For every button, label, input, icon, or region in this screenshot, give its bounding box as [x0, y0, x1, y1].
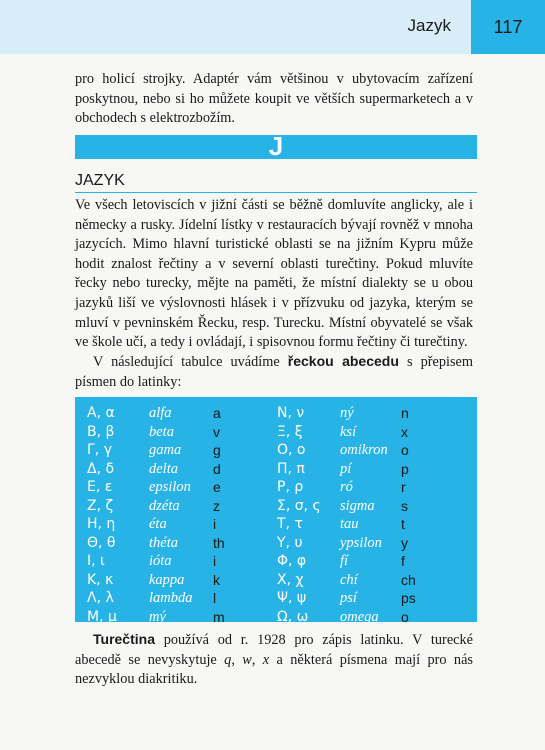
greek-letter-name: epsilon: [149, 479, 191, 495]
turkish-separator: ,: [251, 651, 263, 668]
greek-letter-name: éta: [149, 516, 167, 532]
greek-transliteration: f: [401, 553, 405, 569]
greek-letter: Φ, φ: [277, 553, 307, 569]
greek-transliteration: e: [213, 479, 221, 495]
greek-transliteration: l: [213, 590, 217, 606]
section-letter: J: [268, 131, 284, 161]
greek-letter: Ε, ε: [87, 479, 113, 495]
greek-letter: Ι, ι: [87, 553, 105, 569]
greek-letter: Υ, υ: [277, 534, 303, 551]
turkish-text-end: a některá písmena mají pro nás nezvyklou diakritiku.: [75, 651, 473, 688]
greek-letter: Ρ, ρ: [277, 479, 304, 495]
greek-letter-name: delta: [149, 460, 178, 477]
greek-letter-name: mý: [149, 608, 166, 625]
letter-q: q: [224, 651, 232, 668]
turkish-bold: Turečtina: [93, 631, 155, 647]
greek-letter-name: psí: [340, 590, 357, 606]
greek-transliteration: ch: [401, 571, 416, 588]
greek-letter-name: ióta: [149, 553, 172, 569]
greek-letter-name: dzéta: [149, 497, 180, 514]
greek-letter: Μ, μ: [87, 608, 117, 625]
greek-transliteration: ps: [401, 590, 416, 606]
greek-transliteration: p: [401, 460, 409, 477]
greek-letter: Τ, τ: [277, 516, 303, 532]
greek-letter: Κ, κ: [87, 571, 114, 588]
greek-transliteration: s: [401, 497, 408, 514]
greek-letter-name: alfa: [149, 405, 172, 421]
greek-letter-name: chí: [340, 571, 358, 588]
greek-transliteration: z: [213, 497, 220, 514]
greek-letter: Σ, σ, ς: [277, 497, 321, 514]
greek-transliteration: r: [401, 479, 406, 495]
greek-letter: Α, α: [87, 405, 115, 421]
greek-letter: Η, η: [87, 516, 116, 532]
greek-letter: Δ, δ: [87, 460, 115, 477]
greek-letter: Ω, ω: [277, 608, 309, 625]
greek-alphabet-table: [75, 397, 477, 625]
section-title: JAZYK: [75, 172, 477, 193]
greek-transliteration: o: [401, 442, 409, 458]
greek-transliteration: i: [213, 553, 217, 569]
greek-transliteration: g: [213, 442, 221, 458]
greek-letter: Ζ, ζ: [87, 497, 114, 514]
greek-letter-name: omega: [340, 608, 379, 625]
greek-letter: Θ, θ: [87, 534, 116, 551]
greek-letter-name: tau: [340, 516, 359, 532]
greek-letter-name: kappa: [149, 571, 185, 588]
greek-letter-name: ypsilon: [340, 534, 382, 551]
intro-paragraph: pro holicí strojky. Adaptér vám většinou v ubytovacím zařízení poskytnou, nebo si ho můžete koupit ve větších supermarketech a v obchodech s elektrozbožím.: [75, 71, 473, 127]
body-paragraph: Ve všech letoviscích v jižní části se běžně domluvíte anglicky, ale i německy a rusky. Jídelní lístky v restauracích bývají rovněž v mnoha jazycích. Mimo hlavní turistické oblasti se na jižním Kypru může hodit znalost řečtiny a v severní oblasti turečtiny. Pokud mluvíte řecky nebo turecky, mějte na paměti, že místní dialekty se u obou jazyků liší ve výslovnosti hlásek i v přízvuku od jazyka, kterým se mluví v pevninském Řecku, resp. Turecku. Místní obyvatelé se však ve škole učí, a tedy i ovládají, i spisovnou formu řečtiny či turečtiny.: [75, 197, 473, 351]
greek-letter-name: pí: [340, 460, 352, 477]
table-intro-bold: řeckou abecedu: [287, 353, 399, 369]
letter-w: w: [242, 651, 252, 668]
greek-letter: Ψ, ψ: [277, 590, 307, 606]
table-intro-text-end: s přepisem písmen do latinky:: [75, 354, 473, 390]
greek-letter: Ξ, ξ: [277, 423, 303, 440]
greek-transliteration: th: [213, 534, 225, 551]
greek-letter-name: fí: [340, 553, 349, 569]
greek-letter: Γ, γ: [87, 442, 112, 458]
table-intro-paragraph: [75, 352, 473, 392]
greek-transliteration: k: [213, 571, 220, 588]
greek-letter-name: beta: [149, 423, 174, 440]
greek-transliteration: o: [401, 608, 409, 625]
greek-transliteration: v: [213, 423, 220, 440]
greek-letter-name: ksí: [340, 423, 357, 440]
greek-letter-name: lambda: [149, 590, 193, 606]
greek-letter-name: omikron: [340, 442, 388, 458]
greek-letter: Π, π: [277, 460, 305, 477]
greek-transliteration: t: [401, 516, 405, 532]
page-number: 117: [471, 0, 545, 54]
greek-letter: Χ, χ: [277, 571, 304, 588]
turkish-separator: ,: [231, 651, 243, 668]
running-header-section: Jazyk: [407, 16, 451, 35]
greek-transliteration: d: [213, 460, 221, 477]
turkish-paragraph: [75, 630, 473, 690]
greek-letter-name: ró: [340, 479, 353, 495]
greek-letter-name: gama: [149, 442, 182, 458]
section-letter-band: [75, 131, 477, 161]
greek-transliteration: i: [213, 516, 217, 532]
greek-letter: Λ, λ: [87, 590, 114, 606]
greek-transliteration: n: [401, 405, 409, 421]
greek-transliteration: m: [213, 608, 225, 625]
table-intro-text: V následující tabulce uvádíme: [93, 354, 288, 370]
greek-letter: Ν, ν: [277, 405, 305, 421]
greek-letter: Β, β: [87, 423, 115, 440]
greek-transliteration: y: [401, 534, 408, 551]
greek-letter-name: ný: [340, 405, 354, 421]
greek-letter: Ο, ο: [277, 442, 306, 458]
letter-x: x: [262, 651, 270, 668]
running-header: [0, 0, 545, 54]
greek-transliteration: x: [401, 423, 408, 440]
turkish-text: používá od r. 1928 pro zápis latinku. V turecké abecedě se nevyskytuje: [75, 632, 473, 668]
greek-transliteration: a: [213, 405, 221, 421]
greek-letter-name: théta: [149, 534, 178, 551]
greek-letter-name: sigma: [340, 497, 375, 514]
